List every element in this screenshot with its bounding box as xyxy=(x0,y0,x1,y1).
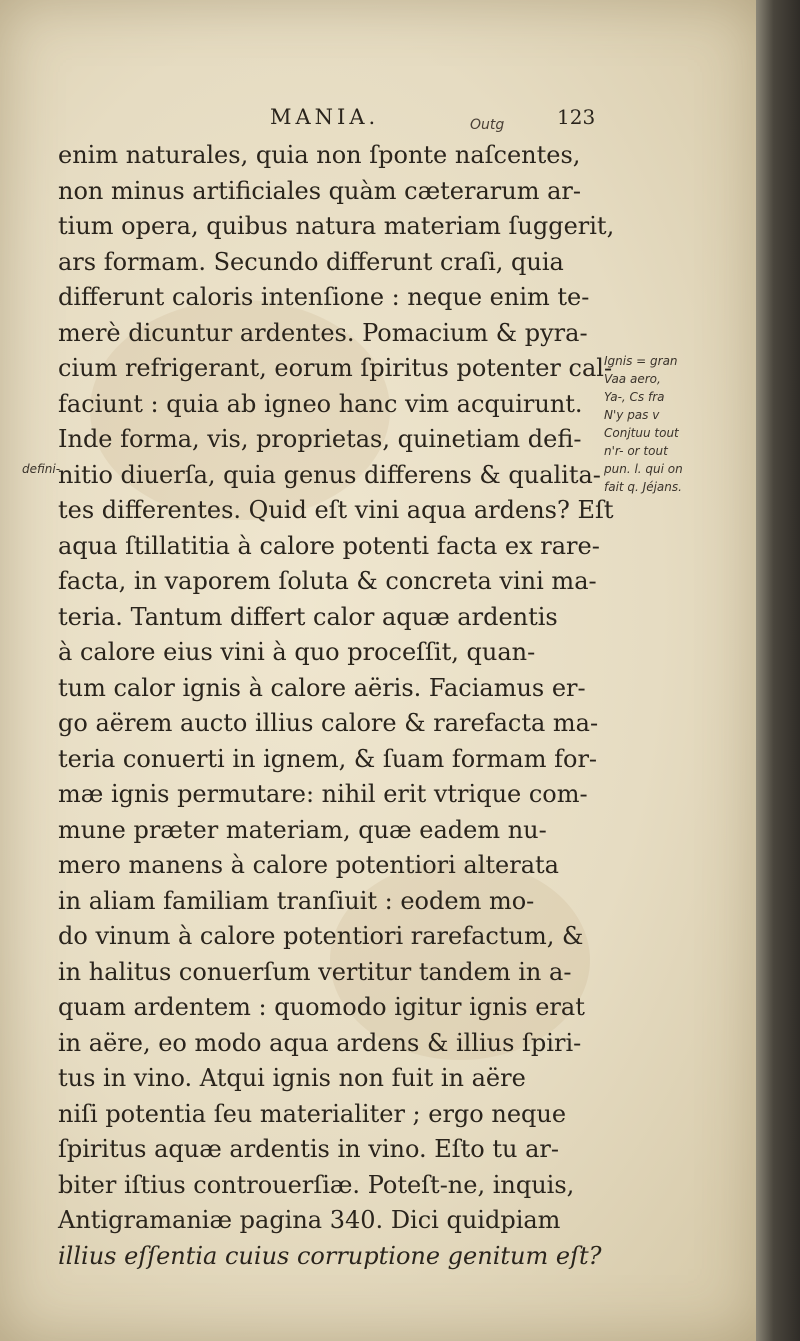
text-line: in halitus conuerſum vertitur tandem in a- xyxy=(58,957,572,986)
margin-note: n'r- or tout xyxy=(604,444,668,458)
margin-note: fait q. Jéjans. xyxy=(604,480,682,494)
text-line: in aliam familiam tranſiuit : eodem mo- xyxy=(58,886,535,915)
book-fore-edge xyxy=(756,0,800,1341)
handwritten-header-note: Outg xyxy=(470,117,505,133)
text-line: Inde forma, vis, proprietas, quinetiam defi- xyxy=(58,425,582,453)
text-line: tus in vino. Atqui ignis non fuit in aëre xyxy=(58,1064,526,1092)
text-line: nitio diuerſa, quia genus differens & qualita- xyxy=(58,460,601,489)
margin-note: Ya-, Cs fra xyxy=(604,390,665,404)
body-text xyxy=(58,138,618,1274)
text-line: do vinum à calore potentiori rarefactum, & xyxy=(58,922,584,950)
margin-note: Ignis = gran xyxy=(604,354,678,368)
text-line: teria. Tantum differt calor aquæ ardentis xyxy=(58,602,558,631)
text-line: teria conuerti in ignem, & ſuam formam for- xyxy=(58,744,598,773)
text-line: go aërem aucto illius calore & rarefacta ma- xyxy=(58,709,599,737)
text-line: mæ ignis permutare: nihil erit vtrique com- xyxy=(58,780,588,808)
text-line: enim naturales, quia non ſponte naſcentes, xyxy=(58,141,581,169)
text-line: tium opera, quibus natura materiam ſuggerit, xyxy=(58,212,615,240)
text-line: tum calor ignis à calore aëris. Faciamus er- xyxy=(58,673,586,702)
text-line: cium refrigerant, eorum ſpiritus potenter cal- xyxy=(58,354,613,382)
text-line: differunt caloris intenſione : neque enim te- xyxy=(58,283,590,311)
left-margin-note: defini- xyxy=(22,462,61,476)
text-line: quam ardentem : quomodo igitur ignis erat xyxy=(58,993,585,1021)
text-line: mero manens à calore potentiori alterata xyxy=(58,851,559,879)
text-line: merè dicuntur ardentes. Pomacium & pyra- xyxy=(58,318,588,347)
text-line: biter iſtius controuerſiæ. Poteſt-ne, inquis, xyxy=(58,1170,575,1199)
page-header xyxy=(60,105,600,141)
margin-note: pun. l. qui on xyxy=(604,462,683,476)
running-head: MANIA. xyxy=(270,105,380,129)
text-line: non minus artificiales quàm cæterarum ar- xyxy=(58,176,581,205)
text-line: aqua ſtillatitia à calore potenti facta ex rare- xyxy=(58,531,600,560)
text-line: à calore eius vini à quo proceſſit, quan- xyxy=(58,638,536,666)
margin-note: Vaa aero, xyxy=(604,372,661,386)
margin-notes xyxy=(604,352,764,496)
text-line: mune præter materiam, quæ eadem nu- xyxy=(58,815,547,844)
margin-note: Conjtuu tout xyxy=(604,426,679,440)
text-line: ars formam. Secundo differunt craſi, quia xyxy=(58,247,564,276)
margin-note: N'y pas v xyxy=(604,408,660,422)
page-number: 123 xyxy=(557,105,596,129)
text-line: facta, in vaporem ſoluta & concreta vini ma- xyxy=(58,567,597,595)
text-line: ſpiritus aquæ ardentis in vino. Eſto tu ar- xyxy=(58,1135,559,1163)
text-line: tes differentes. Quid eſt vini aqua ardens? Eſt xyxy=(58,496,614,524)
text-line: Antigramaniæ pagina 340. Dici quidpiam xyxy=(58,1206,561,1234)
text-line: niſi potentia ſeu materialiter ; ergo neque xyxy=(58,1099,567,1128)
text-line: illius eſſentia cuius corruptione genitum eſt? xyxy=(58,1241,602,1270)
text-line: in aëre, eo modo aqua ardens & illius ſpiri- xyxy=(58,1028,582,1057)
text-line: faciunt : quia ab igneo hanc vim acquirunt. xyxy=(58,389,583,418)
